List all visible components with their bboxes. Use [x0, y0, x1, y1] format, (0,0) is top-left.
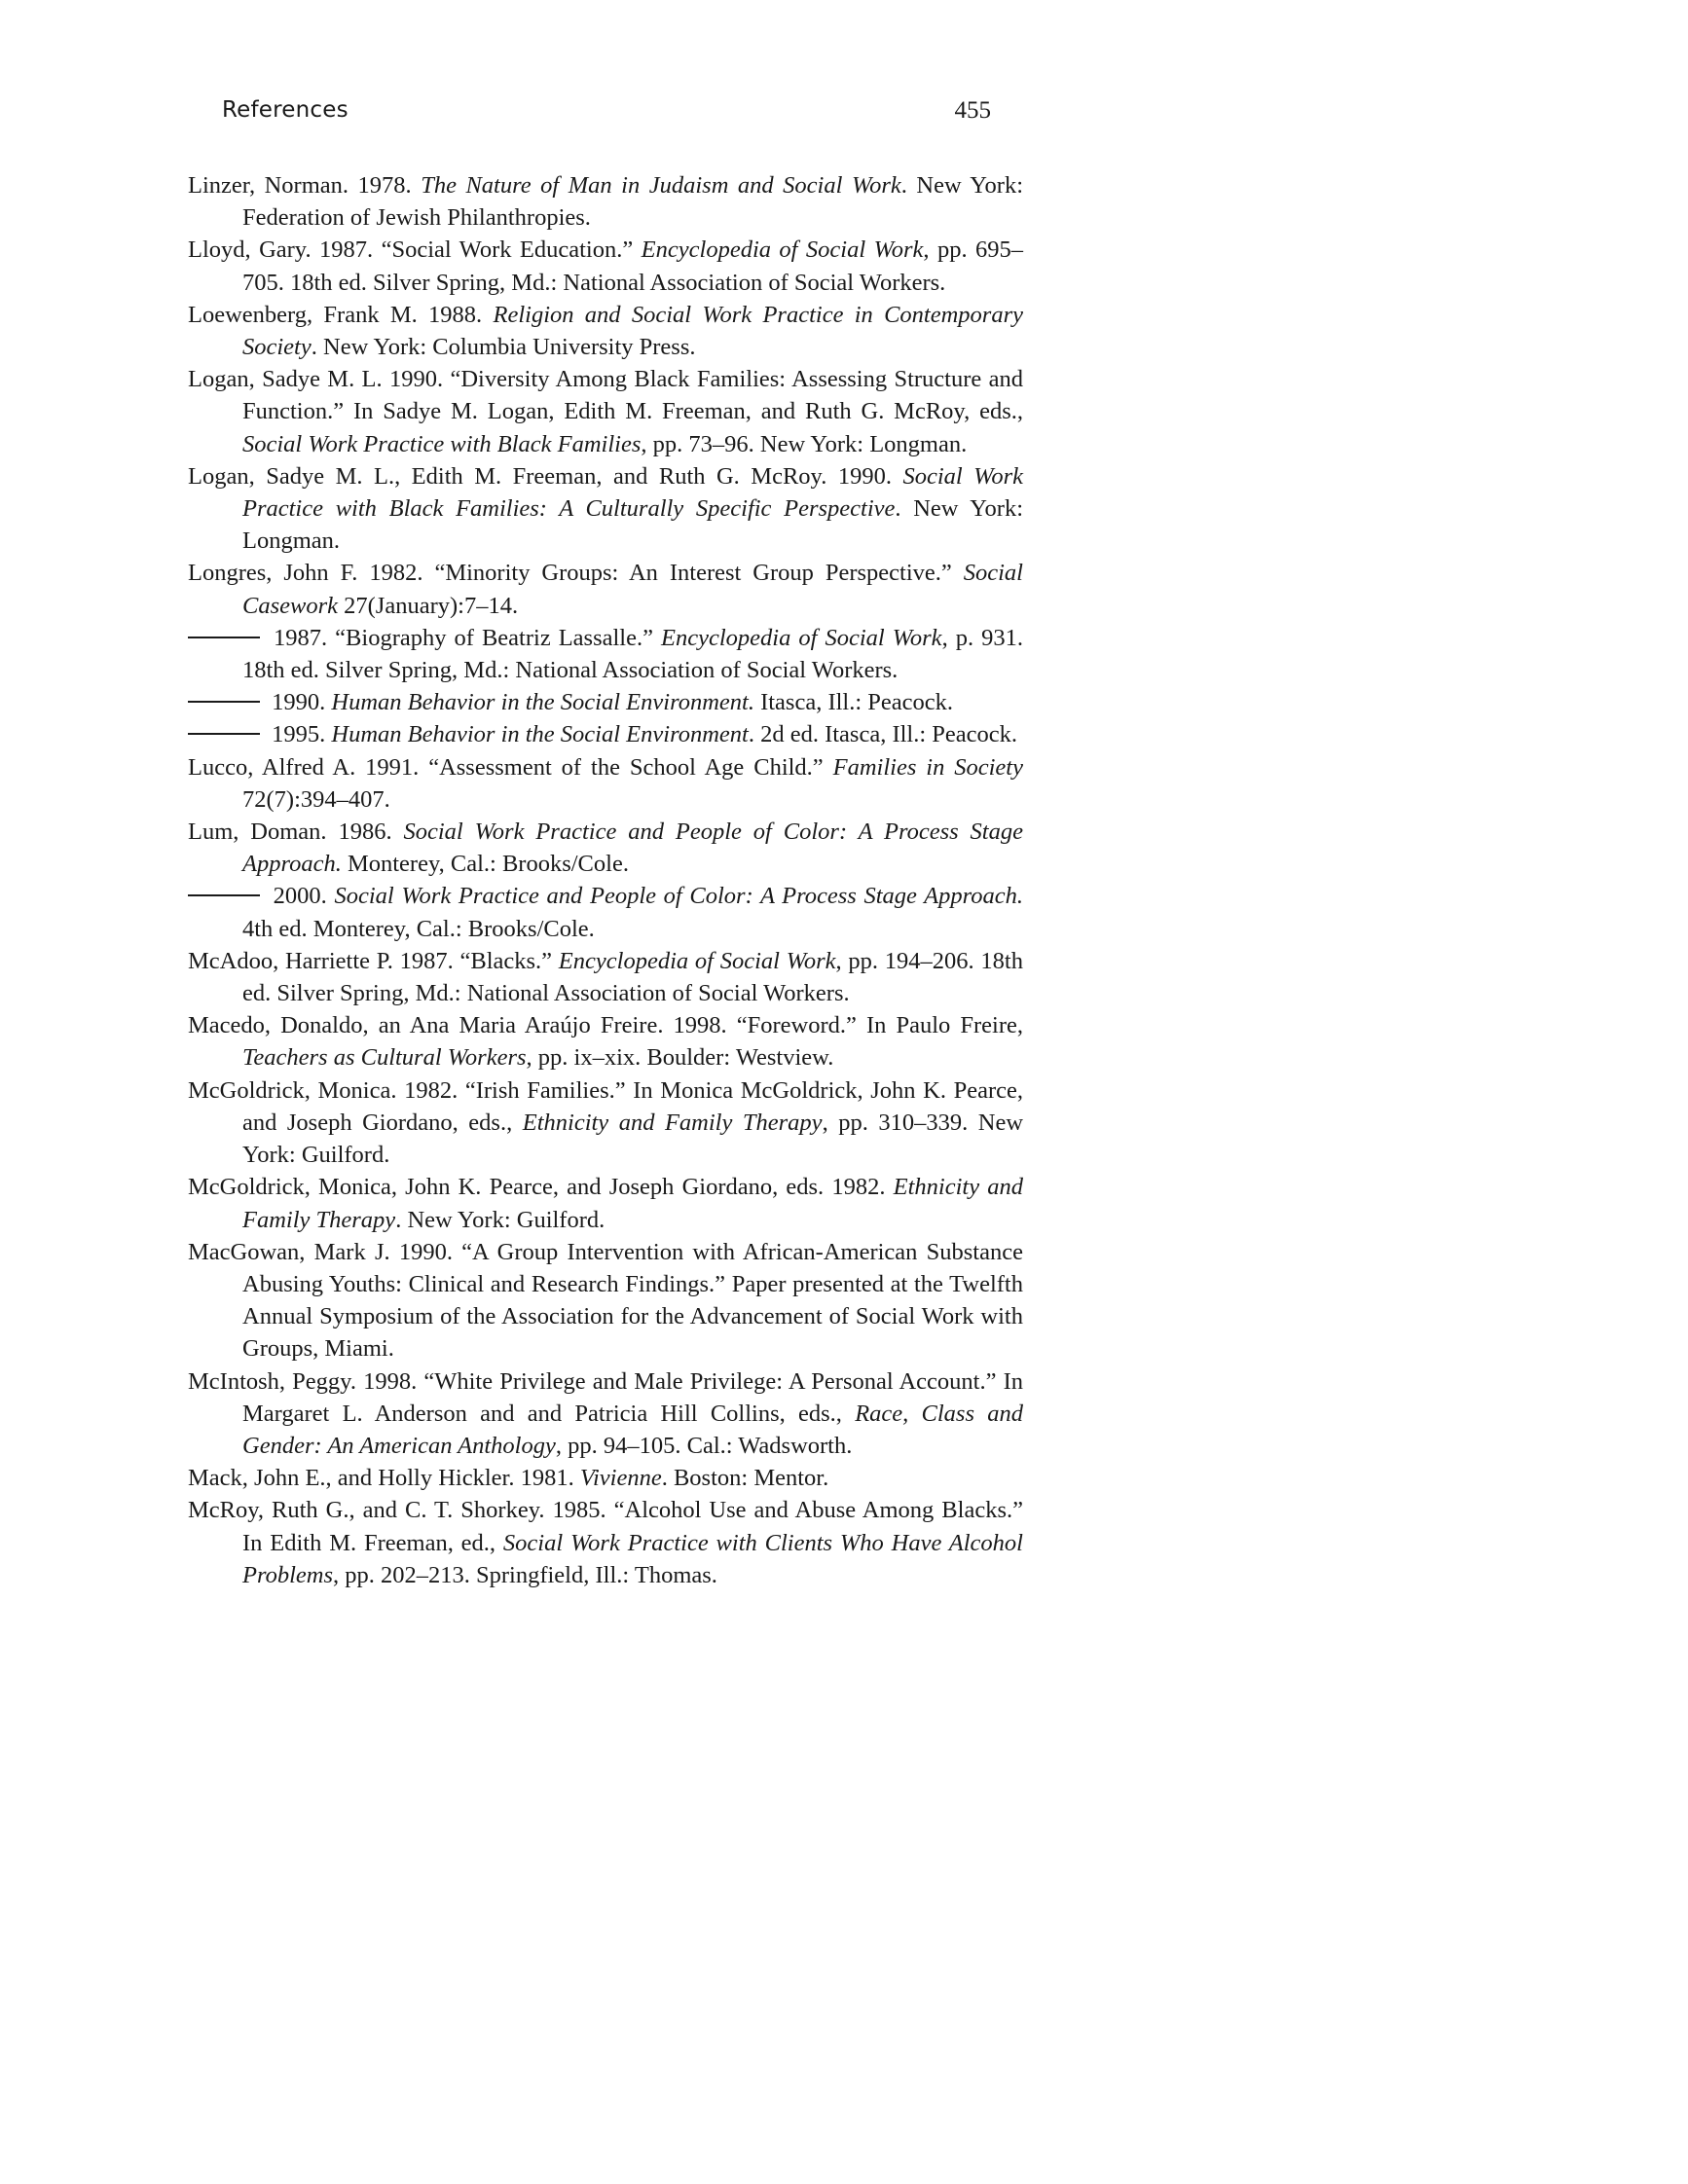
reference-author-year: Mack, John E., and Holly Hickler. 1981.: [188, 1465, 574, 1492]
reference-publication: , pp. ix–xix. Boulder: Westview.: [526, 1044, 834, 1072]
reference-entry: [188, 686, 1023, 718]
reference-publication: , pp. 202–213. Springfield, Ill.: Thomas.: [333, 1561, 717, 1588]
reference-title: Human Behavior in the Social Environment.: [331, 689, 754, 716]
reference-title: Social Work Practice with Black Families: A Culturally Specific Perspective: [242, 462, 1024, 523]
running-head: References: [222, 97, 349, 123]
repeated-author-dash: [188, 733, 260, 735]
reference-author-year: Longres, John F. 1982.: [188, 560, 423, 587]
reference-title: Encyclopedia of Social Work: [661, 624, 942, 651]
reference-author-year: Linzer, Norman. 1978.: [188, 172, 412, 199]
reference-publication: 27(January):7–14.: [338, 592, 519, 619]
reference-text: 1990.: [266, 689, 332, 716]
reference-publication: . 2d ed. Itasca, Ill.: Peacock.: [748, 721, 1018, 748]
reference-author-year: Logan, Sadye M. L., Edith M. Freeman, and Ruth G. McRoy. 1990.: [188, 462, 892, 490]
reference-publication: . New York: Columbia University Press.: [311, 334, 696, 361]
reference-text: [412, 172, 422, 199]
reference-publication: , pp. 310–339. New York: Guilford.: [242, 1109, 1024, 1169]
reference-text: 1995.: [266, 721, 332, 748]
reference-publication: . Boston: Mentor.: [661, 1465, 829, 1492]
reference-publication: Itasca, Ill.: Peacock.: [753, 689, 954, 716]
reference-title: Religion and Social Work Practice in Contemporary Society: [242, 301, 1023, 361]
reference-title: Ethnicity and Family Therapy: [242, 1174, 1023, 1233]
reference-entry: [188, 718, 1023, 750]
reference-publication: , pp. 94–105. Cal.: Wadsworth.: [555, 1432, 853, 1459]
reference-entry: [188, 363, 1023, 460]
reference-author-year: Loewenberg, Frank M. 1988.: [188, 301, 483, 328]
reference-text: “White Privilege and Male Privilege: A Personal Account.” In Margaret L. Anderson and and Patricia Hill Collins, eds.,: [242, 1367, 1023, 1427]
reference-author-year: MacGowan, Mark J. 1990.: [188, 1238, 453, 1265]
reference-author-year: McGoldrick, Monica, John K. Pearce, and Joseph Giordano, eds. 1982.: [188, 1174, 886, 1201]
reference-entry: [188, 622, 1023, 686]
reference-publication: , pp. 73–96. New York: Longman.: [641, 430, 968, 457]
reference-text: “Social Work Education.”: [373, 237, 642, 264]
reference-title: Social Work Practice with Clients Who Have Alcohol Problems: [242, 1529, 1023, 1588]
reference-entry: [188, 1171, 1023, 1235]
reference-title: Race, Class and Gender: An American Anthology: [242, 1400, 1024, 1459]
reference-text: “Irish Families.” In Monica McGoldrick, John K. Pearce, and Joseph Giordano, eds.,: [242, 1076, 1023, 1136]
page-header: [222, 97, 991, 136]
reference-text: “Blacks.”: [453, 947, 559, 974]
reference-text: [892, 463, 903, 490]
repeated-author-dash: [188, 637, 260, 638]
reference-text: “Alcohol Use and Abuse Among Blacks.” In Edith M. Freeman, ed.,: [242, 1497, 1023, 1556]
reference-publication: . New York: Federation of Jewish Philanthropies.: [242, 172, 1023, 232]
reference-title: Social Work Practice with Black Families: [242, 430, 642, 457]
reference-entry: [188, 1365, 1023, 1463]
reference-publication: , pp. 695–705. 18th ed. Silver Spring, Md.: National Association of Social Workers.: [242, 237, 1023, 296]
reference-title: Ethnicity and Family Therapy: [522, 1109, 823, 1136]
reference-entry: [188, 880, 1023, 944]
reference-text: “Foreword.” In Paulo Freire,: [726, 1012, 1023, 1039]
reference-publication: . New York: Longman.: [242, 495, 1023, 555]
reference-author-year: McRoy, Ruth G., and C. T. Shorkey. 1985.: [188, 1497, 606, 1524]
reference-publication: 4th ed. Monterey, Cal.: Brooks/Cole.: [242, 915, 595, 942]
reference-entry: [188, 234, 1023, 298]
page-number: 455: [954, 97, 991, 124]
reference-text: 1987. “Biography of Beatriz Lassalle.”: [266, 624, 662, 651]
reference-title: Encyclopedia of Social Work: [641, 237, 924, 264]
reference-title: Encyclopedia of Social Work: [558, 947, 836, 974]
reference-entry: [188, 557, 1023, 621]
repeated-author-dash: [188, 894, 260, 896]
reference-title: Teachers as Cultural Workers: [242, 1044, 527, 1072]
reference-entry: [188, 1009, 1023, 1074]
reference-title: Social Work Practice and People of Color: A Process Stage Approach.: [242, 819, 1023, 878]
reference-entry: [188, 1236, 1023, 1365]
reference-entry: [188, 751, 1023, 816]
reference-text: [885, 1174, 893, 1200]
reference-publication: , p. 931. 18th ed. Silver Spring, Md.: National Association of Social Workers.: [242, 624, 1023, 684]
reference-entry: [188, 816, 1023, 880]
reference-author-year: Logan, Sadye M. L. 1990.: [188, 366, 444, 393]
reference-author-year: McAdoo, Harriette P. 1987.: [188, 947, 454, 974]
reference-publication: , pp. 194–206. 18th ed. Silver Spring, Md.: National Association of Social Workers.: [242, 947, 1023, 1007]
reference-text: [392, 819, 404, 845]
reference-title: Social Work Practice and People of Color: A Process Stage Approach.: [334, 883, 1024, 910]
reference-entry: [188, 1494, 1023, 1591]
reference-title: Human Behavior in the Social Environment: [331, 721, 749, 748]
reference-text: “Assessment of the School Age Child.”: [419, 753, 833, 781]
reference-entry: [188, 169, 1023, 234]
reference-entry: [188, 1462, 1023, 1494]
reference-author-year: McGoldrick, Monica. 1982.: [188, 1076, 459, 1104]
reference-author-year: Lucco, Alfred A. 1991.: [188, 753, 420, 781]
reference-author-year: McIntosh, Peggy. 1998.: [188, 1367, 418, 1395]
reference-title: Families in Society: [832, 753, 1023, 781]
reference-publication: . New York: Guilford.: [395, 1206, 605, 1233]
reference-title: Vivienne: [579, 1465, 662, 1492]
reference-list: [188, 169, 1023, 1591]
reference-author-year: Lum, Doman. 1986.: [188, 819, 392, 846]
reference-author-year: Macedo, Donaldo, an Ana Maria Araújo Freire. 1998.: [188, 1012, 727, 1039]
reference-title: The Nature of Man in Judaism and Social Work: [421, 172, 901, 199]
repeated-author-dash: [188, 701, 260, 703]
reference-entry: [188, 945, 1023, 1009]
reference-text: “Diversity Among Black Families: Assessing Structure and Function.” In Sadye M. Logan, Edith M. Freeman, and Ruth G. McRoy, eds.,: [242, 366, 1023, 425]
reference-entry: [188, 460, 1023, 558]
reference-text: “Minority Groups: An Interest Group Perspective.”: [422, 560, 964, 587]
reference-title: Social Casework: [242, 560, 1023, 619]
reference-publication: 72(7):394–407.: [242, 785, 390, 813]
reference-author-year: Lloyd, Gary. 1987.: [188, 237, 374, 264]
reference-text: 2000.: [266, 883, 335, 910]
reference-entry: [188, 1074, 1023, 1172]
reference-text: [482, 302, 493, 328]
reference-entry: [188, 299, 1023, 363]
reference-text: “A Group Intervention with African-American Substance Abusing Youths: Clinical and Research Findings.” Paper presented at the Twelfth Annual Symposium of the Association for the Advancement of Social Work with Groups, Miami.: [242, 1238, 1023, 1363]
reference-publication: Monterey, Cal.: Brooks/Cole.: [341, 851, 629, 878]
